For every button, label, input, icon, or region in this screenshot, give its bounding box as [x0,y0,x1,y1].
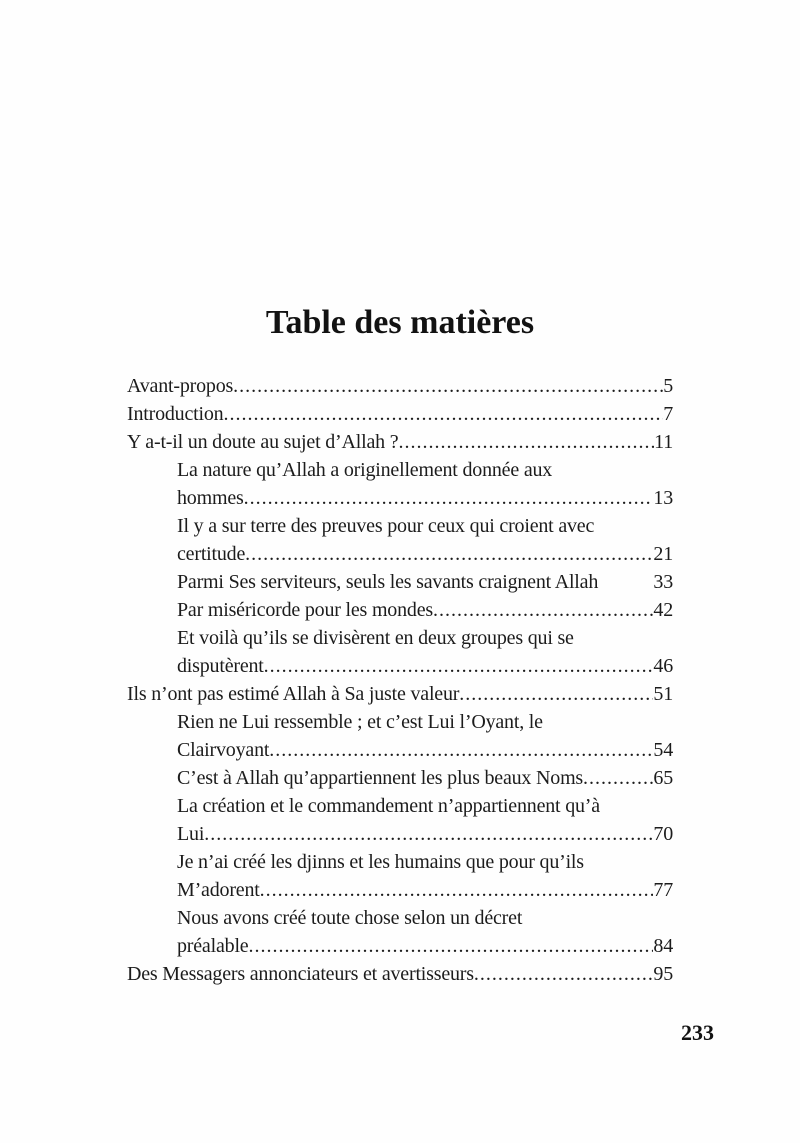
toc-line [127,568,673,596]
toc-page-number: 77 [653,879,673,901]
dot-leader [433,596,653,624]
toc-entry [127,568,673,596]
toc-line [127,624,673,652]
toc-line [127,932,673,960]
toc-entry-text: préalable [177,935,249,957]
toc-line [127,680,673,708]
page-number: 233 [681,1020,714,1045]
toc-line [127,400,673,428]
dot-leader [583,764,653,792]
toc-entry-text: C’est à Allah qu’appartiennent les plus beaux Noms [177,767,584,789]
dot-leader [245,540,653,568]
dot-leader [248,932,653,960]
toc-entry-text: Clairvoyant [177,739,270,761]
toc-entry [127,708,673,764]
toc-page-number: 7 [663,403,673,425]
dot-leader [204,820,653,848]
dot-leader [269,736,653,764]
toc-entry [127,428,673,456]
toc-entry-text: hommes [177,487,244,509]
toc-entry [127,904,673,960]
dot-leader [223,400,663,428]
toc-entry-text: La nature qu’Allah a originellement donnée aux [177,459,553,481]
toc-entry [127,456,673,512]
toc-entry-text: disputèrent [177,655,264,677]
dot-leader [459,680,653,708]
toc-page-number: 95 [653,963,673,985]
dot-leader [264,652,654,680]
toc-line [127,512,673,540]
toc-line [127,960,673,988]
toc-entry [127,792,673,848]
dot-leader [260,876,654,904]
toc-page-number: 5 [663,375,673,397]
toc-entry-text: Avant-propos [127,375,234,397]
toc-line [127,876,673,904]
dot-leader [474,960,654,988]
toc-line [127,820,673,848]
dot-leader [233,372,663,400]
toc-entry-text: La création et le commandement n’appartiennent qu’à [177,795,600,817]
toc-entry-text: Rien ne Lui ressemble ; et c’est Lui l’Oyant, le [177,711,543,733]
toc-entry [127,624,673,680]
toc-entry-text: Je n’ai créé les djinns et les humains que pour qu’ils [177,851,584,873]
toc-entry [127,372,673,400]
toc-entry-text: Des Messagers annonciateurs et avertisseurs [127,963,474,985]
toc-entry-text: Introduction [127,403,224,425]
toc-entry-text: Nous avons créé toute chose selon un décret [177,907,523,929]
toc-line [127,428,673,456]
toc-line [127,540,673,568]
toc-line [127,652,673,680]
toc-page-number: 46 [653,655,673,677]
toc-line [127,792,673,820]
toc-page-number: 51 [653,683,673,705]
toc-page-number: 65 [653,767,673,789]
toc-line [127,736,673,764]
toc-line [127,904,673,932]
toc-page-number: 11 [654,431,673,453]
toc-entry-text: Il y a sur terre des preuves pour ceux qui croient avec [177,515,595,537]
toc-page-number: 54 [653,739,673,761]
dot-leader [398,428,654,456]
toc-page-number: 33 [653,571,673,593]
toc-line [127,372,673,400]
dot-leader [244,484,654,512]
toc-entry-text: Parmi Ses serviteurs, seuls les savants craignent Allah [177,571,599,593]
toc-page-number: 70 [653,823,673,845]
toc-entry-text: Par miséricorde pour les mondes [177,599,433,621]
toc-entry-text: Ils n’ont pas estimé Allah à Sa juste valeur [127,683,460,705]
toc-entry-text: M’adorent [177,879,260,901]
page-title: Table des matières [265,303,535,341]
toc-entry-text: Lui [177,823,205,845]
toc-entry-text: certitude [177,543,246,565]
toc-line [127,764,673,792]
table-of-contents [127,372,673,988]
toc-page-number: 84 [653,935,673,957]
toc-line [127,484,673,512]
toc-entry [127,848,673,904]
toc-entry [127,960,673,988]
toc-entry [127,596,673,624]
toc-line [127,456,673,484]
toc-entry [127,680,673,708]
toc-entry [127,400,673,428]
toc-page-number: 21 [653,543,673,565]
toc-entry [127,764,673,792]
toc-entry [127,512,673,568]
toc-page-number: 42 [653,599,673,621]
toc-entry-text: Et voilà qu’ils se divisèrent en deux groupes qui se [177,627,574,649]
toc-page-number: 13 [653,487,673,509]
toc-line [127,596,673,624]
toc-line [127,848,673,876]
toc-entry-text: Y a-t-il un doute au sujet d’Allah ? [127,431,399,453]
toc-line [127,708,673,736]
